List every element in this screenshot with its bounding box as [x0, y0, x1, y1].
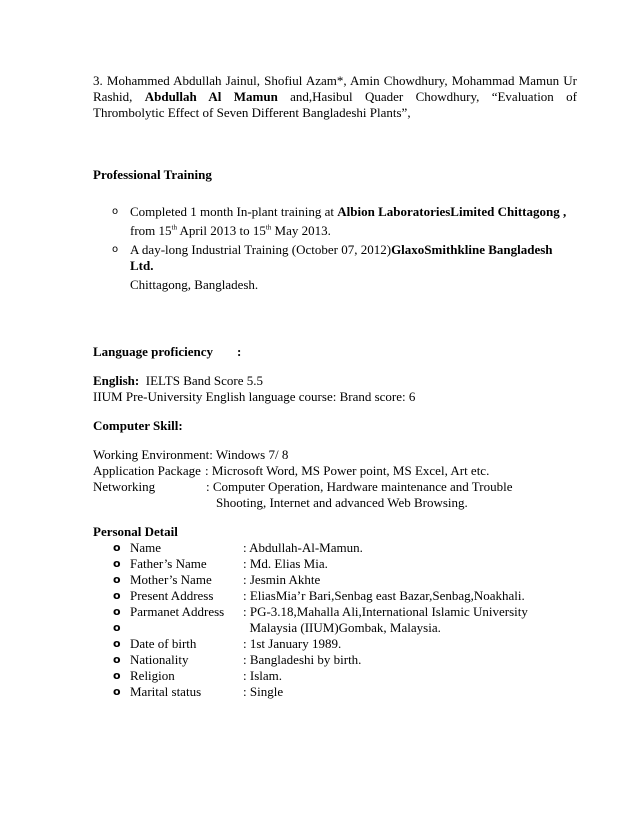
computer-key: Application Package: [93, 463, 201, 478]
computer-row: [93, 447, 577, 463]
personal-value: : 1st January 1989.: [243, 636, 342, 651]
training-item: [93, 242, 577, 293]
computer-value: : Microsoft Word, MS Power point, MS Excel, Art etc.: [205, 463, 490, 478]
personal-label: [130, 620, 243, 636]
personal-label: Nationality: [130, 652, 189, 667]
bullet-icon: o: [112, 206, 119, 217]
ordinal-suffix: th: [265, 223, 272, 232]
personal-value: : Abdullah-Al-Mamun.: [243, 540, 363, 555]
english-value: IELTS Band Score 5.5: [139, 373, 263, 388]
training-list: [93, 204, 577, 293]
personal-label: Father’s Name: [130, 556, 207, 571]
computer-key: Networking: [93, 479, 156, 494]
date-text: from 15: [130, 223, 172, 238]
bullet-icon: o: [113, 653, 121, 666]
publication-title: and,Hasibul Quader Chowdhury, “Evaluation of Thrombolytic Effect of Seven Different Bangladeshi Plants”,: [93, 89, 577, 120]
publication-entry: [93, 73, 577, 121]
english-label: English:: [93, 373, 140, 388]
bullet-icon: o: [113, 573, 121, 586]
bullet-icon: o: [113, 557, 121, 570]
publication-authors: 3. Mohammed Abdullah Jainul, Shofiul Azam*, Amin Chowdhury, Mohammad Mamun Ur Rashid,: [93, 73, 577, 104]
training-dates: [130, 223, 577, 239]
computer-row: [93, 463, 577, 479]
training-item: [93, 204, 577, 239]
personal-label: Present Address: [130, 588, 214, 603]
personal-item: [93, 652, 577, 668]
bullet-icon: o: [113, 637, 121, 650]
iium-line: IIUM Pre-University English language course: Brand score: 6: [93, 389, 416, 404]
personal-item: [93, 668, 577, 684]
personal-value: Malaysia (IIUM)Gombak, Malaysia.: [243, 620, 441, 635]
personal-item: [93, 684, 577, 700]
personal-value: : EliasMia’r Bari,Senbag east Bazar,Senbag,Noakhali.: [243, 588, 525, 603]
personal-heading: Personal Detail: [93, 524, 178, 539]
computer-row: [93, 479, 577, 495]
personal-item: [93, 540, 577, 556]
personal-label: Parmanet Address: [130, 604, 225, 619]
computer-value: : Computer Operation, Hardware maintenance and Trouble: [206, 479, 513, 494]
personal-label: Date of birth: [130, 636, 197, 651]
language-heading-colon: :: [237, 344, 242, 359]
bullet-icon: o: [113, 685, 121, 698]
computer-key: Working Environment: [93, 447, 210, 462]
date-text: April 2013 to 15: [176, 223, 266, 238]
personal-label: Marital status: [130, 684, 202, 699]
personal-item: [93, 588, 577, 604]
computer-heading: Computer Skill:: [93, 418, 183, 433]
publication-bold-author: Abdullah Al Mamun: [144, 89, 278, 104]
training-company: Albion LaboratoriesLimited Chittagong ,: [337, 204, 567, 219]
ordinal-suffix: th: [171, 223, 177, 232]
personal-list: [93, 540, 577, 700]
bullet-icon: o: [113, 605, 121, 618]
training-location: Chittagong, Bangladesh.: [130, 277, 259, 292]
date-text: May 2013.: [271, 223, 331, 238]
bullet-icon: o: [113, 541, 121, 554]
personal-value: : Islam.: [243, 668, 282, 683]
personal-item: [93, 556, 577, 572]
bullet-icon: o: [113, 589, 121, 602]
language-heading: [93, 344, 577, 360]
personal-label: Religion: [130, 668, 175, 683]
personal-value: : Single: [243, 684, 284, 699]
personal-label: Name: [130, 540, 162, 555]
personal-label: Mother’s Name: [130, 572, 212, 587]
training-company: GlaxoSmithkline Bangladesh Ltd.: [130, 242, 553, 273]
english-line: [93, 373, 577, 389]
bullet-icon: o: [113, 621, 121, 634]
personal-value: : Jesmin Akhte: [243, 572, 321, 587]
computer-row-continuation: Shooting, Internet and advanced Web Browsing.: [216, 495, 468, 510]
personal-value: : PG-3.18,Mahalla Ali,International Islamic University: [243, 604, 528, 619]
bullet-icon: o: [113, 669, 121, 682]
bullet-icon: o: [112, 244, 119, 255]
computer-value: : Windows 7/ 8: [209, 447, 289, 462]
personal-value: : Md. Elias Mia.: [243, 556, 328, 571]
computer-block: [93, 447, 577, 511]
language-heading-text: Language proficiency: [93, 344, 214, 359]
language-block: [93, 373, 577, 405]
resume-page: [93, 73, 577, 700]
training-heading: Professional Training: [93, 167, 212, 182]
personal-item: [93, 572, 577, 588]
training-text: A day-long Industrial Training (October 07, 2012): [130, 242, 392, 257]
personal-value: : Bangladeshi by birth.: [243, 652, 362, 667]
training-text: Completed 1 month In-plant training at: [130, 204, 338, 219]
personal-item: [93, 620, 577, 636]
personal-item: [93, 636, 577, 652]
personal-item: [93, 604, 577, 620]
